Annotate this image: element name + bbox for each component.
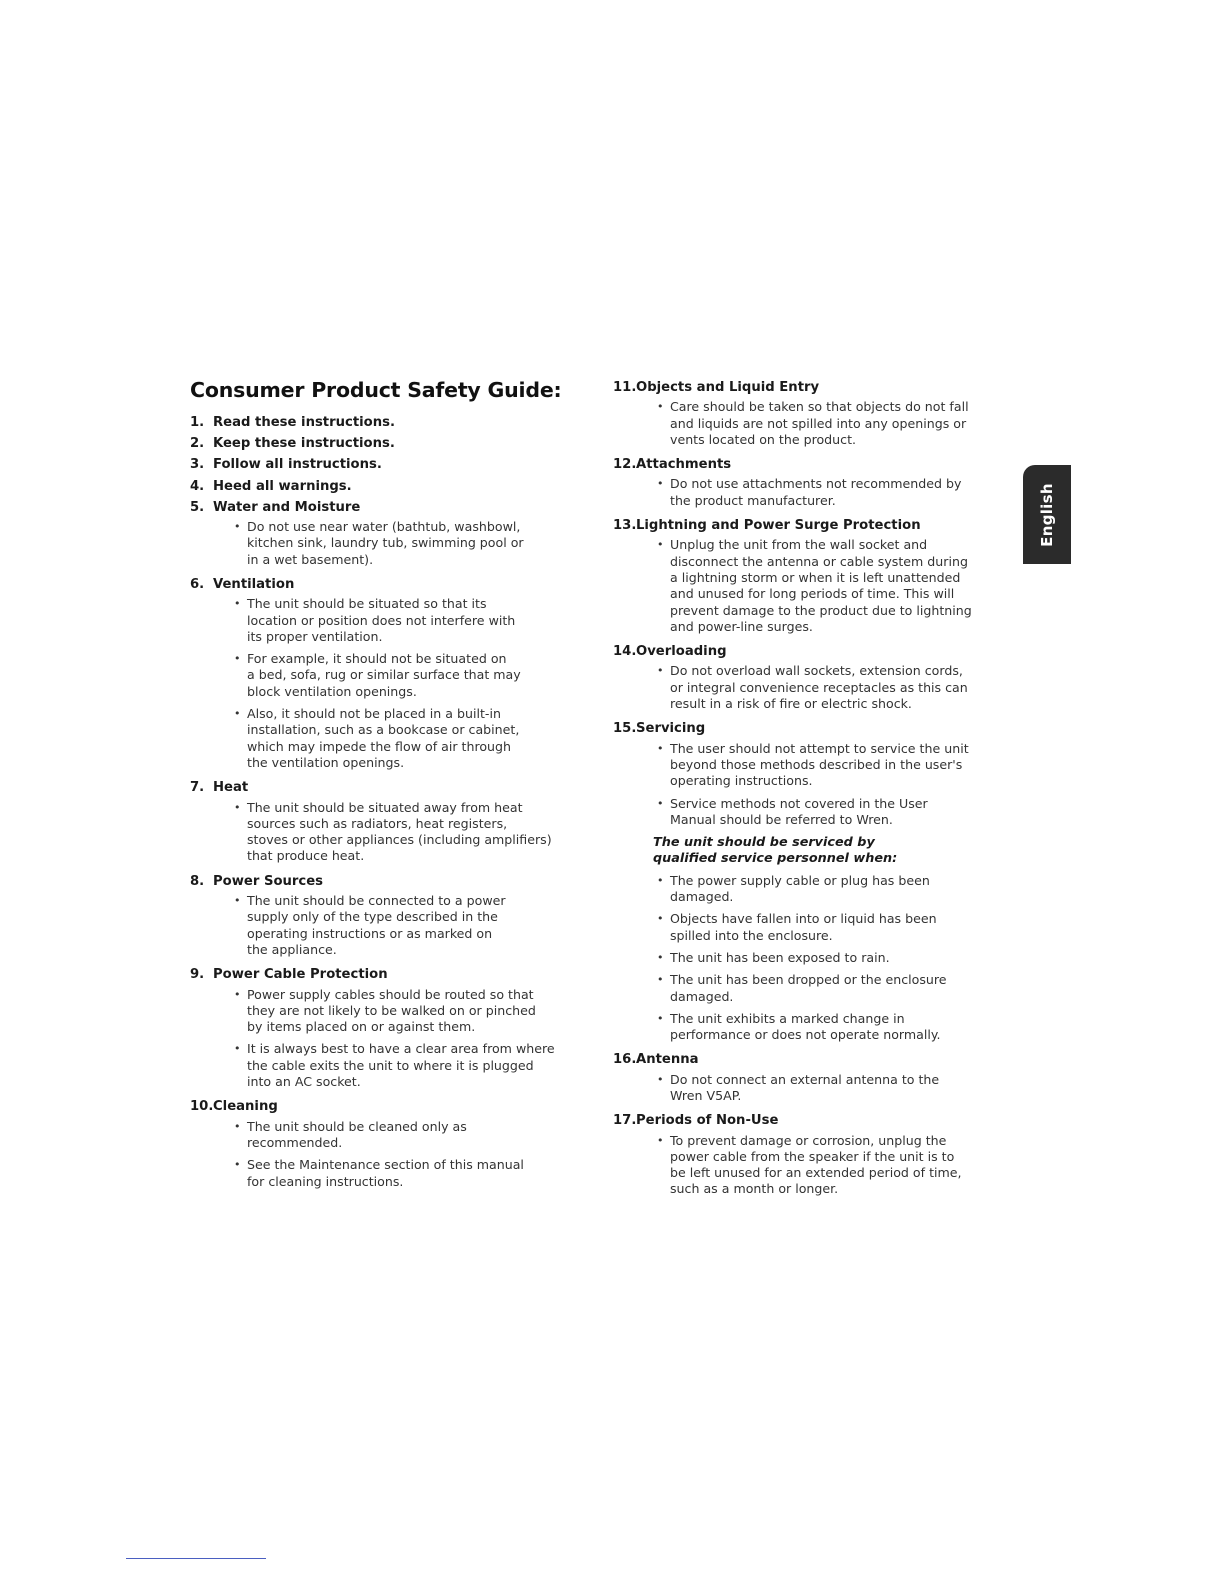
item-title: Power Sources (213, 873, 324, 889)
bullet-item: • Service methods not covered in the User Manual should be referred to Wren. (657, 796, 1013, 829)
bullet-item: • The unit should be cleaned only as recommended. (234, 1119, 590, 1152)
item-number: 11. (613, 380, 637, 395)
safety-item-heading (190, 778, 590, 799)
safety-item (613, 516, 1013, 642)
item-number: 15. (613, 721, 637, 737)
bullet-list (190, 987, 590, 1098)
bullet-item: • The unit should be situated so that its location or position does not interfere with its proper ventilation. (234, 596, 590, 645)
safety-item-heading (613, 719, 1013, 740)
item-number: 7. (190, 780, 205, 796)
bullet-item: • The unit should be situated away from heat sources such as radiators, heat registers, stoves or other appliances (including amplifiers) that produce heat. (234, 800, 590, 865)
safety-item (613, 378, 1013, 455)
safety-item-heading (613, 516, 1013, 537)
item-title: Heat (213, 780, 249, 796)
item-number: 8. (190, 873, 205, 889)
safety-item-heading (190, 575, 590, 596)
item-title: Follow all instructions. (213, 457, 382, 473)
safety-item-heading (190, 455, 590, 476)
bullet-item: • Power supply cables should be routed so that they are not likely to be walked on or pinched by items placed on or against them. (234, 987, 590, 1036)
bullet-item: • Also, it should not be placed in a built-in installation, such as a bookcase or cabinet, which may impede the flow of air through the ventilation openings. (234, 706, 590, 771)
item-number: 3. (190, 457, 205, 473)
item-number: 9. (190, 967, 205, 983)
item-title: Keep these instructions. (213, 435, 395, 451)
bullet-list (190, 519, 590, 575)
bullet-item: • The unit has been exposed to rain. (657, 950, 1013, 966)
safety-item (190, 1097, 590, 1196)
item-number: 17. (613, 1113, 637, 1129)
safety-item (190, 434, 590, 455)
safety-item (190, 778, 590, 871)
safety-item (613, 719, 1013, 1050)
bullet-item: • Do not overload wall sockets, extension cords, or integral convenience receptacles as this can result in a risk of fire or electric shock. (657, 663, 1013, 712)
bullet-item: • To prevent damage or corrosion, unplug the power cable from the speaker if the unit is to be left unused for an extended period of time, such as a month or longer. (657, 1133, 1013, 1198)
bullet-item: • The power supply cable or plug has been damaged. (657, 873, 1013, 906)
bullet-item: • See the Maintenance section of this manual for cleaning instructions. (234, 1157, 590, 1190)
item-title: Cleaning (213, 1099, 278, 1115)
bullet-list (613, 741, 1013, 835)
item-title: Servicing (636, 721, 706, 737)
item-number: 13. (613, 518, 637, 534)
safety-item (613, 642, 1013, 719)
item-title: Attachments (636, 457, 732, 473)
item-number: 10. (190, 1099, 214, 1115)
bullet-list (190, 800, 590, 872)
bullet-item: • The unit has been dropped or the enclosure damaged. (657, 972, 1013, 1005)
safety-item (190, 455, 590, 476)
bullet-list (613, 1133, 1013, 1205)
bullet-item: • For example, it should not be situated on a bed, sofa, rug or similar surface that may block ventilation openings. (234, 651, 590, 700)
bullet-list (190, 893, 590, 965)
bullet-list (613, 1072, 1013, 1112)
item-title: Antenna (636, 1052, 699, 1068)
safety-item-heading (613, 455, 1013, 476)
bullet-item: • Do not use near water (bathtub, washbowl, kitchen sink, laundry tub, swimming pool or in a wet basement). (234, 519, 590, 568)
item-number: 5. (190, 499, 205, 515)
item-number: 2. (190, 435, 205, 451)
left-column (190, 378, 590, 1197)
safety-item-heading (613, 642, 1013, 663)
safety-item-heading (190, 434, 590, 455)
language-tab-label: English (1038, 482, 1056, 547)
bullet-list (613, 399, 1013, 455)
language-tab[interactable] (1023, 465, 1071, 564)
item-title: Ventilation (213, 577, 295, 592)
service-note: The unit should be serviced by qualified service personnel when: (653, 835, 898, 867)
bullet-item: • It is always best to have a clear area from where the cable exits the unit to where it is plugged into an AC socket. (234, 1041, 590, 1090)
item-number: 14. (613, 644, 637, 660)
safety-item-heading (613, 1050, 1013, 1071)
safety-list-right (613, 378, 1013, 1205)
item-number: 4. (190, 478, 205, 494)
service-conditions-list (613, 873, 1013, 1051)
safety-item-heading (613, 378, 1013, 399)
page-title: Consumer Product Safety Guide: (190, 378, 562, 402)
safety-item-heading (190, 498, 590, 519)
bullet-list (613, 476, 1013, 516)
safety-item (190, 575, 590, 778)
bullet-item: • The user should not attempt to service the unit beyond those methods described in the user's operating instructions. (657, 741, 1013, 790)
footer-rule (126, 1558, 266, 1559)
item-number: 6. (190, 577, 205, 592)
item-number: 1. (190, 414, 205, 430)
safety-item (613, 1111, 1013, 1204)
safety-item (190, 498, 590, 575)
item-title: Power Cable Protection (213, 967, 388, 983)
safety-item (190, 965, 590, 1097)
bullet-item: • The unit should be connected to a power supply only of the type described in the operating instructions or as marked on the appliance. (234, 893, 590, 958)
safety-item-heading (190, 477, 590, 498)
safety-item-heading (613, 1111, 1013, 1132)
safety-item (613, 1050, 1013, 1111)
bullet-list (613, 537, 1013, 642)
item-title: Water and Moisture (213, 499, 361, 515)
bullet-item: • Unplug the unit from the wall socket and disconnect the antenna or cable system during a lightning storm or when it is left unattended and unused for long periods of time. This will prevent damage to the product due to lightning and power-line surges. (657, 537, 1013, 635)
safety-item-heading (190, 1097, 590, 1118)
item-title: Overloading (636, 644, 727, 660)
item-title: Read these instructions. (213, 414, 395, 430)
bullet-item: • The unit exhibits a marked change in performance or does not operate normally. (657, 1011, 1013, 1044)
item-title: Periods of Non-Use (636, 1113, 779, 1129)
bullet-list (613, 663, 1013, 719)
safety-item (190, 413, 590, 434)
safety-item (190, 872, 590, 965)
item-title: Lightning and Power Surge Protection (636, 518, 921, 534)
safety-item (613, 455, 1013, 516)
bullet-item: • Do not connect an external antenna to the Wren V5AP. (657, 1072, 1013, 1105)
item-number: 12. (613, 457, 637, 473)
bullet-item: • Care should be taken so that objects do not fall and liquids are not spilled into any openings or vents located on the product. (657, 399, 1013, 448)
bullet-item: • Objects have fallen into or liquid has been spilled into the enclosure. (657, 911, 1013, 944)
item-title: Heed all warnings. (213, 478, 352, 494)
safety-item-heading (190, 965, 590, 986)
bullet-list (190, 596, 590, 778)
safety-item-heading (190, 413, 590, 434)
safety-item (190, 477, 590, 498)
safety-list-left (190, 413, 590, 1197)
safety-item-heading (190, 872, 590, 893)
item-title: Objects and Liquid Entry (636, 380, 820, 395)
right-column (613, 378, 1013, 1205)
bullet-list (190, 1119, 590, 1197)
item-number: 16. (613, 1052, 637, 1068)
bullet-item: • Do not use attachments not recommended by the product manufacturer. (657, 476, 1013, 509)
